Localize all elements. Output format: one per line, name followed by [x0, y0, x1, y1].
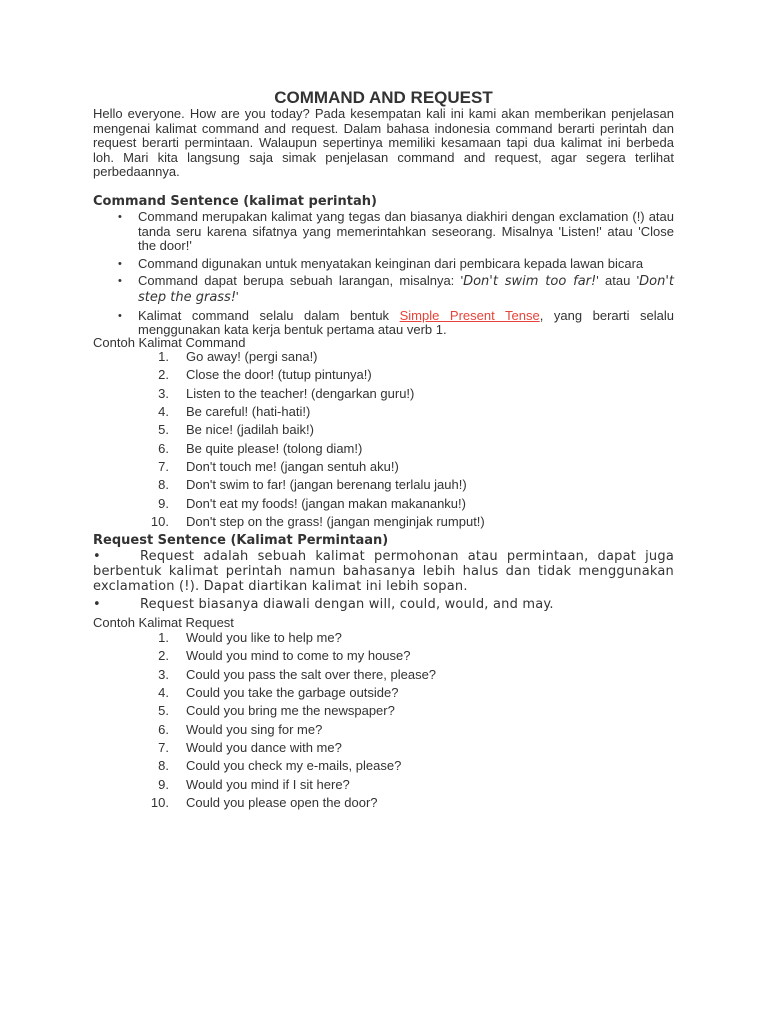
command-examples-label: Contoh Kalimat Command — [93, 335, 246, 350]
bullet-text: Request biasanya diawali dengan will, could, would, and may. — [140, 597, 554, 612]
list-item — [93, 210, 674, 254]
item-number: 5. — [158, 422, 169, 438]
item-text: Be careful! (hati-hati!) — [186, 404, 311, 420]
item-number: 5. — [158, 703, 169, 719]
bullet-icon: • — [93, 597, 101, 612]
list-item — [93, 387, 674, 405]
item-number: 9. — [158, 495, 169, 511]
item-text: Don't step on the grass! (jangan menginjak rumput!) — [186, 514, 485, 530]
item-text: Could you please open the door? — [186, 795, 378, 811]
item-text: Would you sing for me? — [186, 721, 323, 737]
item-text: Would you like to help me? — [186, 630, 342, 645]
item-text: Close the door! (tutup pintunya!) — [186, 367, 372, 383]
bullet-text-post: , yang berarti selalu menggunakan kata kerja bentuk pertama atau verb 1. — [138, 307, 675, 338]
item-text: Listen to the teacher! (dengarkan guru!) — [186, 385, 415, 401]
item-text: Could you take the garbage outside? — [186, 685, 399, 701]
item-text: Don't eat my foods! (jangan makan makananku!) — [186, 495, 466, 511]
list-item — [93, 796, 674, 814]
item-text: Would you mind if I sit here? — [186, 776, 350, 792]
page-title: COMMAND AND REQUEST — [274, 88, 493, 107]
list-item — [93, 668, 674, 686]
bullet-icon: • — [118, 309, 122, 322]
item-text: Could you check my e-mails, please? — [186, 758, 402, 774]
list-item — [93, 515, 674, 533]
list-item — [93, 368, 674, 386]
item-number: 10. — [150, 514, 169, 530]
item-text: Be nice! (jadilah baik!) — [186, 422, 314, 438]
item-number: 2. — [158, 367, 169, 383]
item-number: 6. — [158, 721, 169, 737]
item-number: 6. — [158, 440, 169, 456]
request-examples-label: Contoh Kalimat Request — [93, 615, 234, 630]
item-text: Could you bring me the newspaper? — [186, 703, 395, 719]
bullet-text: Request adalah sebuah kalimat permohonan atau permintaan, dapat juga berbentuk kalimat perintah namun bahasanya lebih halus dan tidak menggunakan exclamation (!). Dapat diartikan kalimat ini lebih sopan. — [93, 549, 674, 594]
bullet-icon: • — [118, 257, 122, 270]
request-bullet-1 — [93, 549, 674, 594]
simple-present-tense-link[interactable]: Simple Present Tense — [399, 307, 540, 323]
item-number: 7. — [158, 740, 169, 756]
item-text: Would you dance with me? — [186, 740, 342, 756]
list-item — [93, 423, 674, 441]
list-item — [93, 478, 674, 496]
example-emphasis: Don't swim too far! — [463, 274, 597, 290]
item-number: 8. — [158, 477, 169, 493]
command-heading: Command Sentence (kalimat perintah) — [93, 194, 377, 209]
request-bullet-2 — [93, 597, 674, 612]
item-number: 8. — [158, 758, 169, 774]
list-item — [93, 759, 674, 777]
bullet-text: Command merupakan kalimat yang tegas dan biasanya diakhiri dengan exclamation (!) atau tanda seru karena sifatnya yang memerintahkan seseorang. Misalnya 'Listen!' atau 'Close the door!' — [138, 209, 674, 254]
bullet-text-pre: Kalimat command selalu dalam bentuk — [138, 307, 400, 323]
list-item — [93, 309, 674, 338]
item-text: Be quite please! (tolong diam!) — [186, 440, 363, 456]
list-item — [93, 257, 674, 272]
bullet-text: Command digunakan untuk menyatakan keinginan dari pembicara kepada lawan bicara — [138, 255, 644, 271]
request-examples-list — [93, 631, 674, 814]
list-item — [93, 405, 674, 423]
item-text: Could you pass the salt over there, please? — [186, 666, 437, 682]
item-number: 4. — [158, 685, 169, 701]
list-item — [93, 442, 674, 460]
list-item — [93, 723, 674, 741]
item-text: Don't swim to far! (jangan berenang terlalu jauh!) — [186, 477, 467, 493]
list-item — [93, 649, 674, 667]
request-heading: Request Sentence (Kalimat Permintaan) — [93, 533, 389, 548]
example-emphasis: Don't step the grass! — [138, 274, 674, 305]
list-item — [93, 686, 674, 704]
bullet-icon: • — [118, 211, 122, 223]
item-text: Don't touch me! (jangan sentuh aku!) — [186, 459, 399, 475]
command-examples-list — [93, 350, 674, 533]
bullet-text-post: ' — [236, 288, 239, 304]
list-item — [93, 778, 674, 796]
item-number: 3. — [158, 666, 169, 682]
list-item — [93, 350, 674, 368]
item-number: 1. — [158, 349, 169, 364]
item-number: 7. — [158, 459, 169, 475]
item-text: Go away! (pergi sana!) — [186, 349, 318, 364]
bullet-text-pre: Command dapat berupa sebuah larangan, misalnya: ' — [138, 273, 464, 289]
item-number: 4. — [158, 404, 169, 420]
item-number: 1. — [158, 630, 169, 645]
list-item — [93, 631, 674, 649]
list-item — [93, 497, 674, 515]
list-item — [93, 274, 674, 305]
list-item — [93, 704, 674, 722]
bullet-icon: • — [93, 549, 101, 564]
item-number: 9. — [158, 776, 169, 792]
bullet-text-mid: ' atau ' — [596, 273, 640, 289]
bullet-icon: • — [118, 275, 122, 288]
item-number: 10. — [150, 795, 169, 811]
item-number: 3. — [158, 385, 169, 401]
item-number: 2. — [158, 648, 169, 664]
intro-paragraph: Hello everyone. How are you today? Pada kesempatan kali ini kami akan memberikan penjelasan mengenai kalimat command and request. Dalam bahasa indonesia command berarti perintah dan request berarti permintaan. Walaupun sepertinya memiliki kesamaan tapi dua kalimat ini berbeda loh. Mari kita langsung saja simak penjelasan command and request, agar segera terlihat perbedaannya. — [93, 106, 674, 180]
list-item — [93, 460, 674, 478]
list-item — [93, 741, 674, 759]
item-text: Would you mind to come to my house? — [186, 648, 411, 664]
command-bullet-list — [93, 210, 674, 341]
